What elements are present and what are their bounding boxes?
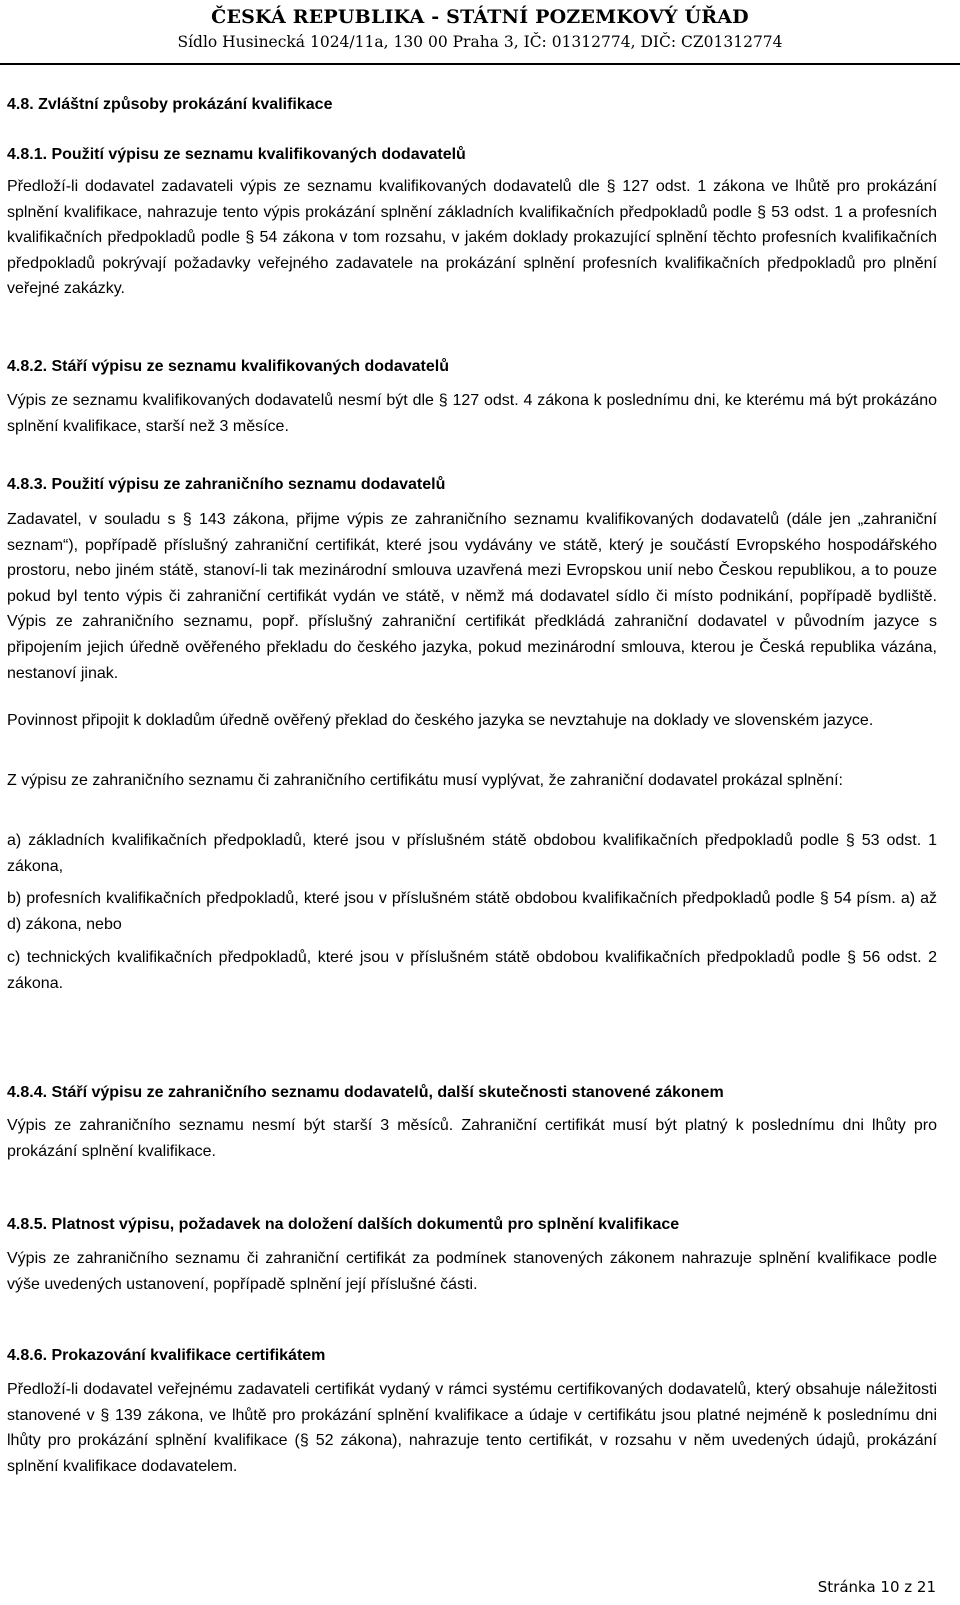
paragraph-4-8-5: Výpis ze zahraničního seznamu či zahraniční certifikát za podmínek stanovených zákonem nahrazuje splnění kvalifikace podle výše uvedených ustanovení, popřípadě splnění její příslušné části. xyxy=(7,1250,937,1293)
header-divider xyxy=(0,63,960,65)
heading-4-8-1: 4.8.1. Použití výpisu ze seznamu kvalifikovaných dodavatelů xyxy=(7,146,466,163)
heading-4-8-6: 4.8.6. Prokazování kvalifikace certifikátem xyxy=(7,1347,326,1364)
page-number: Stránka 10 z 21 xyxy=(817,1578,936,1596)
paragraph-4-8-3-b: Povinnost připojit k dokladům úředně ověřený překlad do českého jazyka se nevztahuje na doklady ve slovenském jazyce. xyxy=(7,712,874,729)
heading-4-8: 4.8. Zvláštní způsoby prokázání kvalifikace xyxy=(7,96,333,113)
paragraph-4-8-2: Výpis ze seznamu kvalifikovaných dodavatelů nesmí být dle § 127 odst. 4 zákona k poslednímu dni, ke kterému má být prokázáno splnění kvalifikace, starší než 3 měsíce. xyxy=(7,392,937,435)
paragraph-4-8-3-item-b: b) profesních kvalifikačních předpokladů, které jsou v příslušném státě obdobou kvalifikačních předpokladů podle § 54 písm. a) až d) zákona, nebo xyxy=(7,890,937,933)
paragraph-4-8-1: Předloží-li dodavatel zadavateli výpis ze seznamu kvalifikovaných dodavatelů dle § 127 odst. 1 zákona ve lhůtě pro prokázání splnění kvalifikace, nahrazuje tento výpis prokázání splnění základních kvalifikačních předpokladů podle § 53 odst. 1 a profesních kvalifikačních předpokladů podle § 54 zákona v tom rozsahu, v jakém doklady prokazující splnění těchto profesních kvalifikačních předpokladů pokrývají požadavky veřejného zadavatele na prokázání splnění profesních kvalifikačních předpokladů pro plnění veřejné zakázky. xyxy=(7,178,937,298)
header-address: Sídlo Husinecká 1024/11a, 130 00 Praha 3, IČ: 01312774, DIČ: CZ01312774 xyxy=(177,33,783,51)
paragraph-4-8-3-item-c: c) technických kvalifikačních předpokladů, které jsou v příslušném státě obdobou kvalifikačních předpokladů podle § 56 odst. 2 zákona. xyxy=(7,949,937,992)
paragraph-4-8-4: Výpis ze zahraničního seznamu nesmí být starší 3 měsíců. Zahraniční certifikát musí být platný k poslednímu dni lhůty pro prokázání splnění kvalifikace. xyxy=(7,1117,937,1160)
paragraph-4-8-6: Předloží-li dodavatel veřejnému zadavateli certifikát vydaný v rámci systému certifikovaných dodavatelů, který obsahuje náležitosti stanovené v § 139 zákona, ve lhůtě pro prokázání splnění kvalifikace a údaje v certifikátu jsou platné nejméně k poslednímu dni lhůty pro prokázání splnění kvalifikace (§ 52 zákona), nahrazuje tento certifikát, v rozsahu v něm uvedených údajů, prokázání splnění kvalifikace dodavatelem. xyxy=(7,1381,937,1475)
heading-4-8-4: 4.8.4. Stáří výpisu ze zahraničního seznamu dodavatelů, další skutečnosti stanovené zákonem xyxy=(7,1084,724,1101)
heading-4-8-3: 4.8.3. Použití výpisu ze zahraničního seznamu dodavatelů xyxy=(7,476,446,493)
heading-4-8-5: 4.8.5. Platnost výpisu, požadavek na doložení dalších dokumentů pro splnění kvalifikace xyxy=(7,1216,680,1233)
heading-4-8-2: 4.8.2. Stáří výpisu ze seznamu kvalifikovaných dodavatelů xyxy=(7,358,449,375)
paragraph-4-8-3-a: Zadavatel, v souladu s § 143 zákona, přijme výpis ze zahraničního seznamu kvalifikovaných dodavatelů (dále jen „zahraniční seznam“), popřípadě příslušný zahraniční certifikát, které jsou vydávány ve státě, který je součástí Evropského hospodářského prostoru, nebo jiném státě, stanoví-li tak mezinárodní smlouva uzavřená mezi Evropskou unií nebo Českou republikou, a to pouze pokud byl tento výpis či zahraniční certifikát vydán ve státě, v němž má dodavatel sídlo či místo podnikání, popřípadě bydliště. Výpis ze zahraničního seznamu, popř. příslušný zahraniční certifikát předkládá zahraniční dodavatel v původním jazyce s připojením jejich úředně ověřeného překladu do českého jazyka, pokud mezinárodní smlouva, kterou je Česká republika vázána, nestanoví jinak. xyxy=(7,511,937,682)
paragraph-4-8-3-c: Z výpisu ze zahraničního seznamu či zahraničního certifikátu musí vyplývat, že zahraniční dodavatel prokázal splnění: xyxy=(7,772,843,789)
paragraph-4-8-3-item-a: a) základních kvalifikačních předpokladů, které jsou v příslušném státě obdobou kvalifikačních předpokladů podle § 53 odst. 1 zákona, xyxy=(7,832,937,875)
header-title: ČESKÁ REPUBLIKA - STÁTNÍ POZEMKOVÝ ÚŘAD xyxy=(211,6,749,28)
